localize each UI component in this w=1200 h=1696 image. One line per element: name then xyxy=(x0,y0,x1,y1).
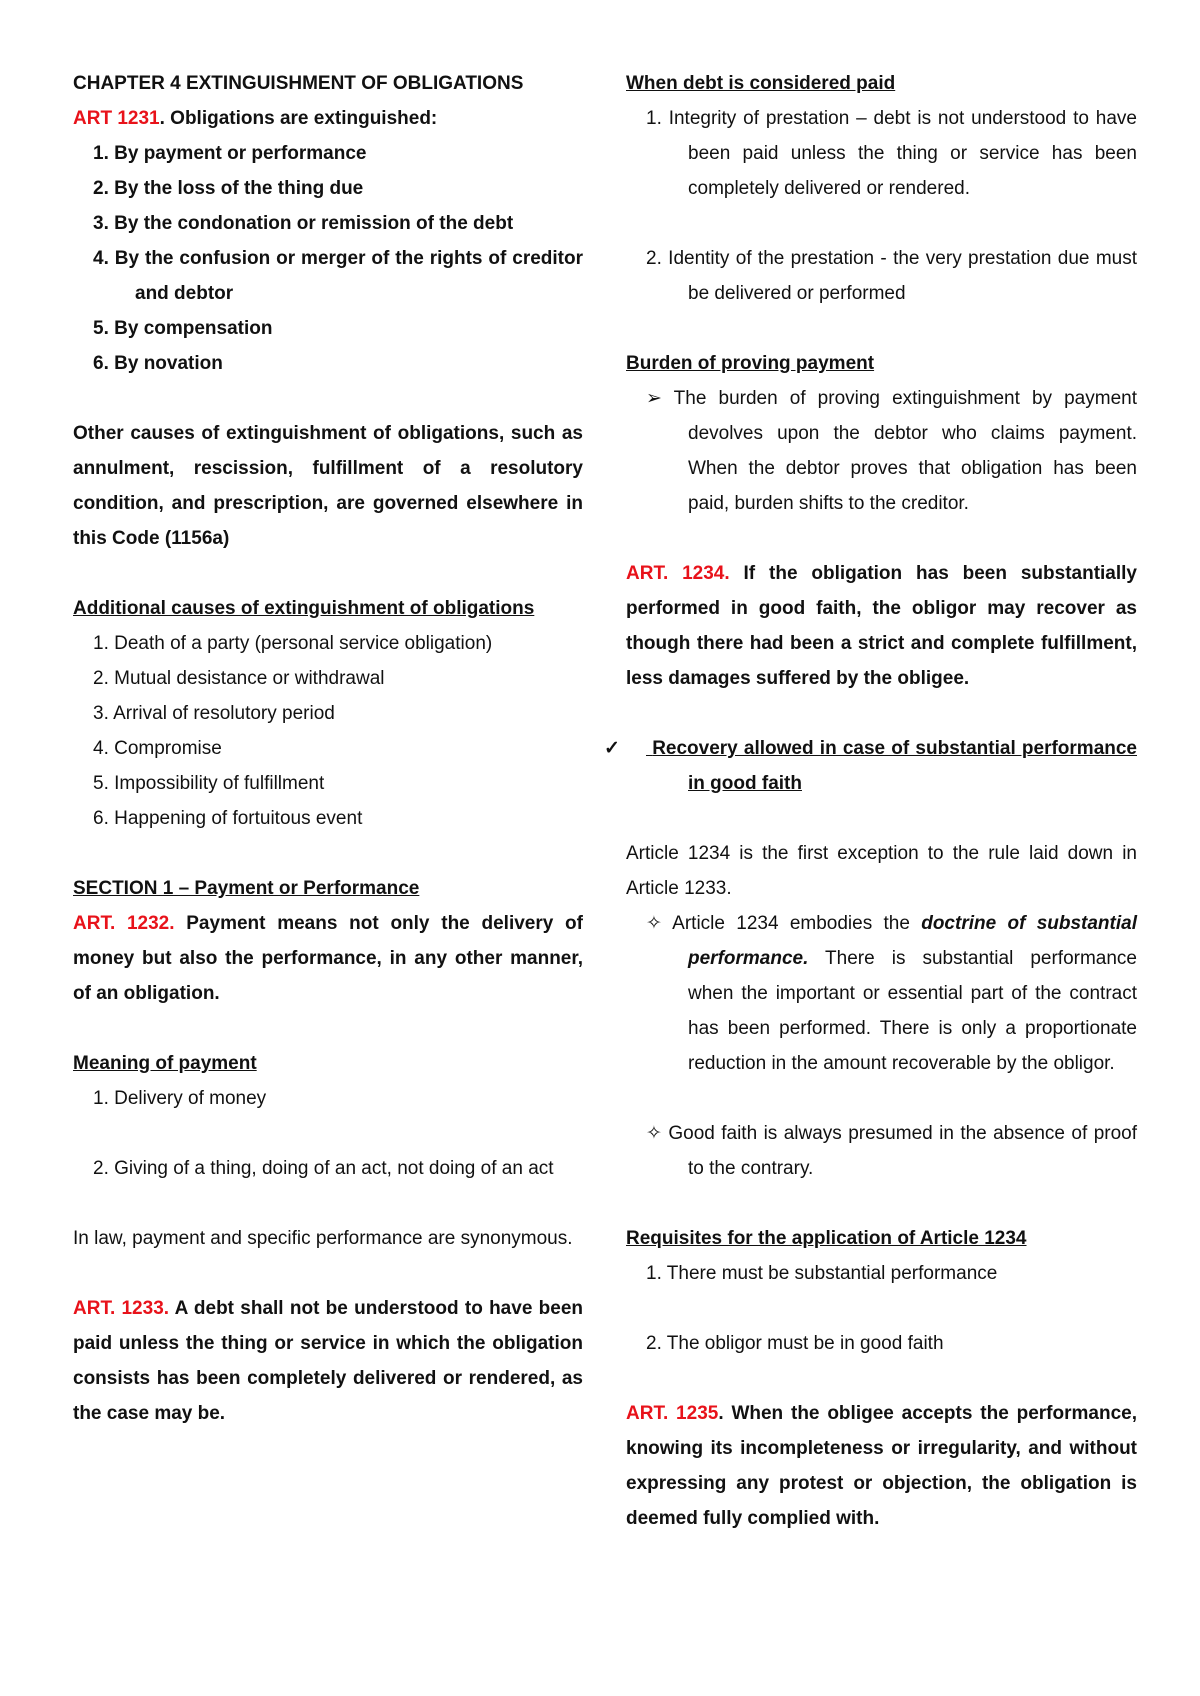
additional-causes-heading: Additional causes of extinguishment of obligations xyxy=(73,598,535,619)
meaning-item: 1. Delivery of money xyxy=(93,1088,267,1109)
art-1231-label: ART 1231 xyxy=(73,108,160,129)
debt-paid-heading: When debt is considered paid xyxy=(626,73,896,94)
art-1234-text: If the obligation has been substantially performed in good faith, the obligor may recover as though there had been a strict and complete fulfillment, less damages suffered by the obligee. xyxy=(626,563,1137,689)
burden-paragraph xyxy=(626,381,1137,521)
chapter-title: CHAPTER 4 EXTINGUISHMENT OF OBLIGATIONS xyxy=(73,73,524,94)
recovery-heading-row: ✓ Recovery allowed in case of substantial performance in good faith xyxy=(604,738,1137,794)
art-1231-item: 6. By novation xyxy=(93,353,223,374)
art-1235-text: . When the obligee accepts the performance, knowing its incompleteness or irregularity, and without expressing any protest or objection, the obligation is deemed fully complied with. xyxy=(626,1403,1137,1529)
good-faith-paragraph xyxy=(626,1116,1137,1186)
art-1234-paragraph xyxy=(626,556,1137,696)
art-1231-heading xyxy=(73,101,583,136)
art-1233-label: ART. 1233. xyxy=(73,1298,170,1319)
requisites-heading: Requisites for the application of Article 1234 xyxy=(626,1228,1027,1249)
art-1232-paragraph xyxy=(73,906,583,1011)
left-column xyxy=(73,66,583,1431)
paid-item: 1. Integrity of prestation – debt is not understood to have been paid unless the thing or service has been completely delivered or rendered. xyxy=(646,108,1137,199)
burden-heading: Burden of proving payment xyxy=(626,353,875,374)
additional-cause-item: 6. Happening of fortuitous event xyxy=(93,808,363,829)
good-faith-text: Good faith is always presumed in the absence of proof to the contrary. xyxy=(668,1123,1137,1179)
art-1233-text: A debt shall not be understood to have been paid unless the thing or service in which the obligation consists has been completely delivered or rendered, as the case may be. xyxy=(73,1298,584,1424)
additional-cause-item: 2. Mutual desistance or withdrawal xyxy=(93,668,385,689)
right-column xyxy=(604,66,1137,1536)
art-1231-item: 5. By compensation xyxy=(93,318,273,339)
art-1234-label: ART. 1234. xyxy=(626,563,730,584)
other-causes-paragraph: Other causes of extinguishment of obligations, such as annulment, rescission, fulfillment of a resolutory condition, and prescription, are governed elsewhere in this Code (1156a) xyxy=(73,423,583,549)
diamond-bullet-icon: ✧ xyxy=(646,913,662,934)
art-1231-item: 4. By the confusion or merger of the rights of creditor and debtor xyxy=(93,248,583,304)
additional-cause-item: 4. Compromise xyxy=(93,738,222,759)
arrow-bullet-icon: ➢ xyxy=(646,388,662,409)
additional-cause-item: 5. Impossibility of fulfillment xyxy=(93,773,325,794)
section-1-heading: SECTION 1 – Payment or Performance xyxy=(73,878,420,899)
art-1231-item: 2. By the loss of the thing due xyxy=(93,178,364,199)
additional-cause-item: 3. Arrival of resolutory period xyxy=(93,703,335,724)
requisite-item: 2. The obligor must be in good faith xyxy=(646,1333,944,1354)
art-1231-text: . Obligations are extinguished: xyxy=(159,108,438,129)
article-1234-exception: Article 1234 is the first exception to the rule laid down in Article 1233. xyxy=(626,843,1137,899)
paid-item: 2. Identity of the prestation - the very prestation due must be delivered or performed xyxy=(646,248,1137,304)
additional-cause-item: 1. Death of a party (personal service obligation) xyxy=(93,633,493,654)
art-1235-label: ART. 1235 xyxy=(626,1403,719,1424)
art-1231-item: 1. By payment or performance xyxy=(93,143,367,164)
art-1232-text: Payment means not only the delivery of money but also the performance, in any other manner, of an obligation. xyxy=(73,913,583,1004)
art-1232-label: ART. 1232. xyxy=(73,913,175,934)
doctrine-paragraph xyxy=(626,906,1137,1081)
meaning-item: 2. Giving of a thing, doing of an act, not doing of an act xyxy=(93,1158,554,1179)
burden-text: The burden of proving extinguishment by payment devolves upon the debtor who claims payment. When the debtor proves that obligation has been paid, burden shifts to the creditor. xyxy=(673,388,1137,514)
meaning-of-payment-heading: Meaning of payment xyxy=(73,1053,257,1074)
art-1235-paragraph xyxy=(626,1396,1137,1536)
recovery-heading: Recovery allowed in case of substantial performance in good faith xyxy=(652,738,1137,794)
doctrine-post: There is substantial performance when the important or essential part of the contract has been performed. There is only a proportionate reduction in the amount recoverable by the obligor. xyxy=(688,948,1137,1074)
requisite-item: 1. There must be substantial performance xyxy=(646,1263,998,1284)
art-1231-item: 3. By the condonation or remission of the debt xyxy=(93,213,514,234)
diamond-bullet-icon: ✧ xyxy=(646,1123,662,1144)
doctrine-emphasis: doctrine of substantial performance. xyxy=(688,913,1137,969)
art-1233-paragraph xyxy=(73,1291,583,1431)
doctrine-pre: Article 1234 embodies the xyxy=(672,913,922,934)
synonymous-paragraph: In law, payment and specific performance are synonymous. xyxy=(73,1228,573,1249)
